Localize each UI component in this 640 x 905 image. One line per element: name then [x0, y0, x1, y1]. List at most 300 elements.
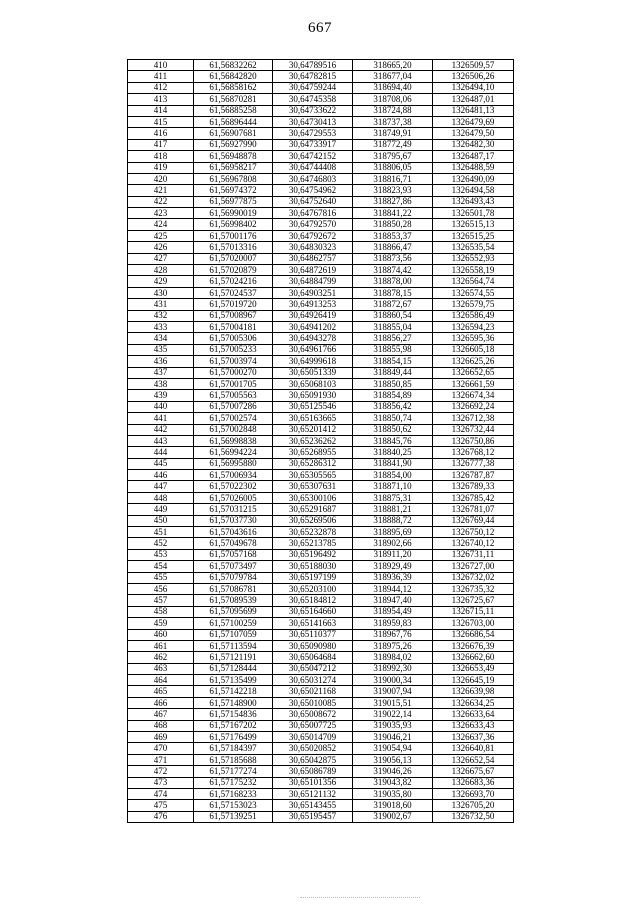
- table-row: [128, 629, 514, 640]
- table-row: [128, 561, 514, 572]
- y-coordinate-cell: 1326595,36: [433, 333, 514, 344]
- x-coordinate-cell: 319043,82: [353, 777, 433, 788]
- point-number-cell: 443: [128, 435, 194, 446]
- latitude-cell: 61,57153023: [194, 800, 273, 811]
- longitude-cell: 30,65268955: [273, 447, 353, 458]
- table-row: [128, 492, 514, 503]
- longitude-cell: 30,65232878: [273, 527, 353, 538]
- x-coordinate-cell: 318850,74: [353, 413, 433, 424]
- table-row: [128, 356, 514, 367]
- point-number-cell: 454: [128, 561, 194, 572]
- latitude-cell: 61,57100259: [194, 618, 273, 629]
- table-row: [128, 663, 514, 674]
- longitude-cell: 30,65300106: [273, 492, 353, 503]
- point-number-cell: 434: [128, 333, 194, 344]
- latitude-cell: 61,57043616: [194, 527, 273, 538]
- y-coordinate-cell: 1326683,36: [433, 777, 514, 788]
- latitude-cell: 61,56896444: [194, 116, 273, 127]
- point-number-cell: 410: [128, 60, 194, 71]
- y-coordinate-cell: 1326640,81: [433, 743, 514, 754]
- y-coordinate-cell: 1326501,78: [433, 208, 514, 219]
- point-number-cell: 448: [128, 492, 194, 503]
- longitude-cell: 30,65141663: [273, 618, 353, 629]
- table-row: [128, 618, 514, 629]
- point-number-cell: 475: [128, 800, 194, 811]
- y-coordinate-cell: 1326515,13: [433, 219, 514, 230]
- table-row: [128, 458, 514, 469]
- y-coordinate-cell: 1326605,18: [433, 344, 514, 355]
- y-coordinate-cell: 1326785,42: [433, 492, 514, 503]
- point-number-cell: 419: [128, 162, 194, 173]
- x-coordinate-cell: 318849,44: [353, 367, 433, 378]
- table-row: [128, 162, 514, 173]
- longitude-cell: 30,64999618: [273, 356, 353, 367]
- table-row: [128, 766, 514, 777]
- longitude-cell: 30,65031274: [273, 675, 353, 686]
- point-number-cell: 418: [128, 151, 194, 162]
- latitude-cell: 61,57000270: [194, 367, 273, 378]
- x-coordinate-cell: 318911,20: [353, 549, 433, 560]
- x-coordinate-cell: 318929,49: [353, 561, 433, 572]
- latitude-cell: 61,56974372: [194, 185, 273, 196]
- longitude-cell: 30,64752640: [273, 196, 353, 207]
- x-coordinate-cell: 318854,89: [353, 390, 433, 401]
- x-coordinate-cell: 318841,22: [353, 208, 433, 219]
- latitude-cell: 61,57095699: [194, 606, 273, 617]
- x-coordinate-cell: 318944,12: [353, 583, 433, 594]
- point-number-cell: 435: [128, 344, 194, 355]
- latitude-cell: 61,57024216: [194, 276, 273, 287]
- y-coordinate-cell: 1326676,39: [433, 640, 514, 651]
- y-coordinate-cell: 1326586,49: [433, 310, 514, 321]
- point-number-cell: 452: [128, 538, 194, 549]
- point-number-cell: 458: [128, 606, 194, 617]
- longitude-cell: 30,65201412: [273, 424, 353, 435]
- point-number-cell: 450: [128, 515, 194, 526]
- latitude-cell: 61,57148900: [194, 697, 273, 708]
- latitude-cell: 61,57184397: [194, 743, 273, 754]
- latitude-cell: 61,57007286: [194, 401, 273, 412]
- longitude-cell: 30,65307631: [273, 481, 353, 492]
- table-row: [128, 447, 514, 458]
- table-row: [128, 538, 514, 549]
- table-row: [128, 504, 514, 515]
- x-coordinate-cell: 318975,26: [353, 640, 433, 651]
- latitude-cell: 61,57049678: [194, 538, 273, 549]
- longitude-cell: 30,65163665: [273, 413, 353, 424]
- table-row: [128, 789, 514, 800]
- table-row: [128, 71, 514, 82]
- point-number-cell: 425: [128, 230, 194, 241]
- longitude-cell: 30,64759244: [273, 82, 353, 93]
- longitude-cell: 30,65236262: [273, 435, 353, 446]
- table-row: [128, 481, 514, 492]
- latitude-cell: 61,57057168: [194, 549, 273, 560]
- x-coordinate-cell: 318749,91: [353, 128, 433, 139]
- y-coordinate-cell: 1326488,59: [433, 162, 514, 173]
- point-number-cell: 463: [128, 663, 194, 674]
- point-number-cell: 437: [128, 367, 194, 378]
- table-row: [128, 743, 514, 754]
- y-coordinate-cell: 1326645,19: [433, 675, 514, 686]
- x-coordinate-cell: 319018,60: [353, 800, 433, 811]
- y-coordinate-cell: 1326705,20: [433, 800, 514, 811]
- longitude-cell: 30,64872619: [273, 265, 353, 276]
- y-coordinate-cell: 1326735,32: [433, 583, 514, 594]
- longitude-cell: 30,64792570: [273, 219, 353, 230]
- y-coordinate-cell: 1326487,01: [433, 94, 514, 105]
- x-coordinate-cell: 318816,71: [353, 173, 433, 184]
- y-coordinate-cell: 1326579,75: [433, 299, 514, 310]
- x-coordinate-cell: 319007,94: [353, 686, 433, 697]
- latitude-cell: 61,56958217: [194, 162, 273, 173]
- table-row: [128, 173, 514, 184]
- y-coordinate-cell: 1326661,59: [433, 378, 514, 389]
- x-coordinate-cell: 318806,05: [353, 162, 433, 173]
- y-coordinate-cell: 1326653,49: [433, 663, 514, 674]
- y-coordinate-cell: 1326777,38: [433, 458, 514, 469]
- latitude-cell: 61,56870281: [194, 94, 273, 105]
- y-coordinate-cell: 1326727,00: [433, 561, 514, 572]
- x-coordinate-cell: 318841,90: [353, 458, 433, 469]
- latitude-cell: 61,57003974: [194, 356, 273, 367]
- x-coordinate-cell: 319002,67: [353, 811, 433, 822]
- point-number-cell: 446: [128, 470, 194, 481]
- table-row: [128, 185, 514, 196]
- x-coordinate-cell: 318694,40: [353, 82, 433, 93]
- latitude-cell: 61,57113594: [194, 640, 273, 651]
- table-row: [128, 299, 514, 310]
- point-number-cell: 474: [128, 789, 194, 800]
- latitude-cell: 61,57013316: [194, 242, 273, 253]
- x-coordinate-cell: 319035,93: [353, 720, 433, 731]
- x-coordinate-cell: 318866,47: [353, 242, 433, 253]
- table-row: [128, 549, 514, 560]
- x-coordinate-cell: 318874,42: [353, 265, 433, 276]
- x-coordinate-cell: 318827,86: [353, 196, 433, 207]
- y-coordinate-cell: 1326692,24: [433, 401, 514, 412]
- table-row: [128, 640, 514, 651]
- point-number-cell: 436: [128, 356, 194, 367]
- longitude-cell: 30,64782815: [273, 71, 353, 82]
- y-coordinate-cell: 1326731,11: [433, 549, 514, 560]
- latitude-cell: 61,56842820: [194, 71, 273, 82]
- table-row: [128, 333, 514, 344]
- x-coordinate-cell: 318872,67: [353, 299, 433, 310]
- table-row: [128, 413, 514, 424]
- table-row: [128, 253, 514, 264]
- longitude-cell: 30,65196492: [273, 549, 353, 560]
- point-number-cell: 422: [128, 196, 194, 207]
- y-coordinate-cell: 1326715,11: [433, 606, 514, 617]
- longitude-cell: 30,65014709: [273, 732, 353, 743]
- x-coordinate-cell: 319046,26: [353, 766, 433, 777]
- table-row: [128, 139, 514, 150]
- point-number-cell: 442: [128, 424, 194, 435]
- latitude-cell: 61,57079784: [194, 572, 273, 583]
- point-number-cell: 453: [128, 549, 194, 560]
- latitude-cell: 61,57135499: [194, 675, 273, 686]
- longitude-cell: 30,64862757: [273, 253, 353, 264]
- x-coordinate-cell: 318856,42: [353, 401, 433, 412]
- x-coordinate-cell: 318665,20: [353, 60, 433, 71]
- point-number-cell: 433: [128, 321, 194, 332]
- y-coordinate-cell: 1326712,38: [433, 413, 514, 424]
- table-row: [128, 777, 514, 788]
- table-row: [128, 572, 514, 583]
- table-row: [128, 196, 514, 207]
- point-number-cell: 464: [128, 675, 194, 686]
- table-row: [128, 470, 514, 481]
- longitude-cell: 30,64943278: [273, 333, 353, 344]
- x-coordinate-cell: 318737,38: [353, 116, 433, 127]
- point-number-cell: 466: [128, 697, 194, 708]
- x-coordinate-cell: 318823,93: [353, 185, 433, 196]
- latitude-cell: 61,57026005: [194, 492, 273, 503]
- point-number-cell: 476: [128, 811, 194, 822]
- longitude-cell: 30,65091930: [273, 390, 353, 401]
- point-number-cell: 449: [128, 504, 194, 515]
- latitude-cell: 61,57024537: [194, 287, 273, 298]
- coordinates-table-body: [128, 60, 514, 823]
- latitude-cell: 61,57001176: [194, 230, 273, 241]
- y-coordinate-cell: 1326662,60: [433, 652, 514, 663]
- longitude-cell: 30,64961766: [273, 344, 353, 355]
- x-coordinate-cell: 318708,06: [353, 94, 433, 105]
- y-coordinate-cell: 1326740,12: [433, 538, 514, 549]
- longitude-cell: 30,65007725: [273, 720, 353, 731]
- y-coordinate-cell: 1326781,07: [433, 504, 514, 515]
- longitude-cell: 30,65203100: [273, 583, 353, 594]
- table-row: [128, 424, 514, 435]
- longitude-cell: 30,65143455: [273, 800, 353, 811]
- x-coordinate-cell: 319056,13: [353, 754, 433, 765]
- longitude-cell: 30,65184812: [273, 595, 353, 606]
- y-coordinate-cell: 1326509,57: [433, 60, 514, 71]
- latitude-cell: 61,56977875: [194, 196, 273, 207]
- point-number-cell: 440: [128, 401, 194, 412]
- y-coordinate-cell: 1326634,25: [433, 697, 514, 708]
- longitude-cell: 30,65101356: [273, 777, 353, 788]
- longitude-cell: 30,64792672: [273, 230, 353, 241]
- y-coordinate-cell: 1326481,13: [433, 105, 514, 116]
- point-number-cell: 421: [128, 185, 194, 196]
- longitude-cell: 30,65020852: [273, 743, 353, 754]
- x-coordinate-cell: 318854,00: [353, 470, 433, 481]
- table-row: [128, 720, 514, 731]
- table-row: [128, 697, 514, 708]
- longitude-cell: 30,65090980: [273, 640, 353, 651]
- longitude-cell: 30,64730413: [273, 116, 353, 127]
- longitude-cell: 30,64903251: [273, 287, 353, 298]
- latitude-cell: 61,57006934: [194, 470, 273, 481]
- latitude-cell: 61,56998838: [194, 435, 273, 446]
- y-coordinate-cell: 1326633,64: [433, 709, 514, 720]
- x-coordinate-cell: 319054,94: [353, 743, 433, 754]
- point-number-cell: 462: [128, 652, 194, 663]
- point-number-cell: 423: [128, 208, 194, 219]
- longitude-cell: 30,65269506: [273, 515, 353, 526]
- latitude-cell: 61,56907681: [194, 128, 273, 139]
- table-row: [128, 675, 514, 686]
- table-row: [128, 116, 514, 127]
- point-number-cell: 445: [128, 458, 194, 469]
- longitude-cell: 30,65008672: [273, 709, 353, 720]
- y-coordinate-cell: 1326494,10: [433, 82, 514, 93]
- point-number-cell: 441: [128, 413, 194, 424]
- latitude-cell: 61,57020007: [194, 253, 273, 264]
- x-coordinate-cell: 318724,88: [353, 105, 433, 116]
- latitude-cell: 61,57142218: [194, 686, 273, 697]
- longitude-cell: 30,64789516: [273, 60, 353, 71]
- table-row: [128, 219, 514, 230]
- latitude-cell: 61,57168233: [194, 789, 273, 800]
- longitude-cell: 30,65010085: [273, 697, 353, 708]
- table-row: [128, 390, 514, 401]
- longitude-cell: 30,64767816: [273, 208, 353, 219]
- point-number-cell: 428: [128, 265, 194, 276]
- latitude-cell: 61,56967808: [194, 173, 273, 184]
- longitude-cell: 30,65213785: [273, 538, 353, 549]
- table-row: [128, 321, 514, 332]
- point-number-cell: 417: [128, 139, 194, 150]
- y-coordinate-cell: 1326633,43: [433, 720, 514, 731]
- latitude-cell: 61,57176499: [194, 732, 273, 743]
- x-coordinate-cell: 318895,69: [353, 527, 433, 538]
- table-row: [128, 344, 514, 355]
- page-number: 667: [308, 20, 332, 36]
- latitude-cell: 61,57005563: [194, 390, 273, 401]
- y-coordinate-cell: 1326637,36: [433, 732, 514, 743]
- x-coordinate-cell: 319022,14: [353, 709, 433, 720]
- point-number-cell: 429: [128, 276, 194, 287]
- y-coordinate-cell: 1326652,54: [433, 754, 514, 765]
- point-number-cell: 427: [128, 253, 194, 264]
- point-number-cell: 459: [128, 618, 194, 629]
- table-row: [128, 265, 514, 276]
- longitude-cell: 30,64733917: [273, 139, 353, 150]
- latitude-cell: 61,57005306: [194, 333, 273, 344]
- x-coordinate-cell: 319015,51: [353, 697, 433, 708]
- longitude-cell: 30,64742152: [273, 151, 353, 162]
- y-coordinate-cell: 1326732,02: [433, 572, 514, 583]
- latitude-cell: 61,56948878: [194, 151, 273, 162]
- y-coordinate-cell: 1326564,74: [433, 276, 514, 287]
- x-coordinate-cell: 318855,98: [353, 344, 433, 355]
- latitude-cell: 61,57139251: [194, 811, 273, 822]
- x-coordinate-cell: 318984,02: [353, 652, 433, 663]
- table-row: [128, 732, 514, 743]
- y-coordinate-cell: 1326732,50: [433, 811, 514, 822]
- y-coordinate-cell: 1326482,30: [433, 139, 514, 150]
- x-coordinate-cell: 318902,66: [353, 538, 433, 549]
- x-coordinate-cell: 319000,34: [353, 675, 433, 686]
- latitude-cell: 61,57002574: [194, 413, 273, 424]
- point-number-cell: 444: [128, 447, 194, 458]
- latitude-cell: 61,57005233: [194, 344, 273, 355]
- table-row: [128, 583, 514, 594]
- table-row: [128, 105, 514, 116]
- x-coordinate-cell: 318878,00: [353, 276, 433, 287]
- x-coordinate-cell: 318855,04: [353, 321, 433, 332]
- x-coordinate-cell: 318772,49: [353, 139, 433, 150]
- latitude-cell: 61,57004181: [194, 321, 273, 332]
- latitude-cell: 61,57002848: [194, 424, 273, 435]
- x-coordinate-cell: 318860,54: [353, 310, 433, 321]
- x-coordinate-cell: 318845,76: [353, 435, 433, 446]
- latitude-cell: 61,57019720: [194, 299, 273, 310]
- x-coordinate-cell: 319046,21: [353, 732, 433, 743]
- longitude-cell: 30,65051339: [273, 367, 353, 378]
- point-number-cell: 451: [128, 527, 194, 538]
- point-number-cell: 471: [128, 754, 194, 765]
- longitude-cell: 30,64884799: [273, 276, 353, 287]
- longitude-cell: 30,65197199: [273, 572, 353, 583]
- y-coordinate-cell: 1326693,70: [433, 789, 514, 800]
- y-coordinate-cell: 1326535,54: [433, 242, 514, 253]
- x-coordinate-cell: 318795,67: [353, 151, 433, 162]
- point-number-cell: 455: [128, 572, 194, 583]
- table-row: [128, 367, 514, 378]
- latitude-cell: 61,57107059: [194, 629, 273, 640]
- longitude-cell: 30,65305565: [273, 470, 353, 481]
- y-coordinate-cell: 1326479,69: [433, 116, 514, 127]
- longitude-cell: 30,65042875: [273, 754, 353, 765]
- y-coordinate-cell: 1326490,09: [433, 173, 514, 184]
- table-row: [128, 800, 514, 811]
- latitude-cell: 61,57121191: [194, 652, 273, 663]
- x-coordinate-cell: 318875,31: [353, 492, 433, 503]
- point-number-cell: 430: [128, 287, 194, 298]
- x-coordinate-cell: 318873,56: [353, 253, 433, 264]
- latitude-cell: 61,56998402: [194, 219, 273, 230]
- y-coordinate-cell: 1326506,26: [433, 71, 514, 82]
- table-row: [128, 82, 514, 93]
- y-coordinate-cell: 1326675,67: [433, 766, 514, 777]
- y-coordinate-cell: 1326703,00: [433, 618, 514, 629]
- table-row: [128, 242, 514, 253]
- longitude-cell: 30,65068103: [273, 378, 353, 389]
- longitude-cell: 30,65021168: [273, 686, 353, 697]
- x-coordinate-cell: 318878,15: [353, 287, 433, 298]
- latitude-cell: 61,57001705: [194, 378, 273, 389]
- latitude-cell: 61,57154836: [194, 709, 273, 720]
- table-row: [128, 230, 514, 241]
- table-row: [128, 754, 514, 765]
- y-coordinate-cell: 1326479,50: [433, 128, 514, 139]
- point-number-cell: 461: [128, 640, 194, 651]
- latitude-cell: 61,57037730: [194, 515, 273, 526]
- point-number-cell: 439: [128, 390, 194, 401]
- table-row: [128, 151, 514, 162]
- latitude-cell: 61,57008967: [194, 310, 273, 321]
- latitude-cell: 61,56858162: [194, 82, 273, 93]
- table-row: [128, 276, 514, 287]
- point-number-cell: 420: [128, 173, 194, 184]
- longitude-cell: 30,65047212: [273, 663, 353, 674]
- point-number-cell: 415: [128, 116, 194, 127]
- latitude-cell: 61,57031215: [194, 504, 273, 515]
- table-row: [128, 811, 514, 822]
- point-number-cell: 465: [128, 686, 194, 697]
- latitude-cell: 61,56885258: [194, 105, 273, 116]
- latitude-cell: 61,57022302: [194, 481, 273, 492]
- latitude-cell: 61,57167202: [194, 720, 273, 731]
- x-coordinate-cell: 318881,21: [353, 504, 433, 515]
- table-row: [128, 652, 514, 663]
- y-coordinate-cell: 1326787,87: [433, 470, 514, 481]
- longitude-cell: 30,65121132: [273, 789, 353, 800]
